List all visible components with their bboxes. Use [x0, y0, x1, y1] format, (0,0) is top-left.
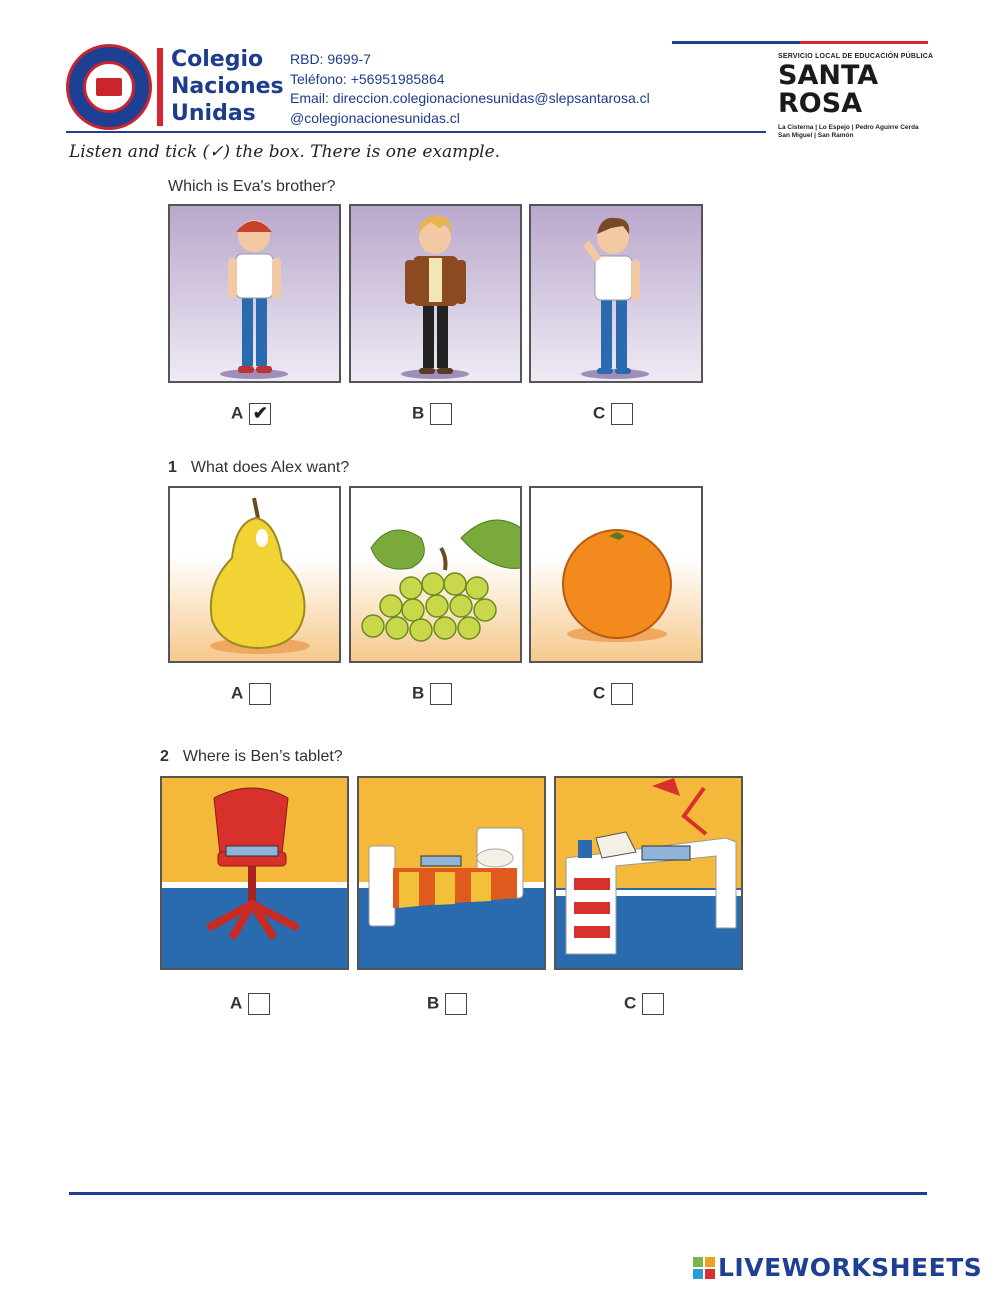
option-letter: A — [231, 403, 244, 423]
option-picture-tablet-on-bed[interactable] — [357, 776, 546, 970]
option-letter: B — [427, 993, 440, 1013]
slep-communes — [778, 124, 919, 140]
question-number: 2 — [160, 748, 169, 765]
slep-title-line-2: ROSA — [778, 88, 863, 119]
option-1-b — [412, 683, 452, 705]
bed-tablet-illustration — [359, 778, 544, 968]
tick-box[interactable] — [611, 403, 633, 425]
option-example-c — [593, 403, 633, 425]
desk-tablet-illustration — [556, 778, 741, 968]
liveworksheets-icon — [693, 1257, 715, 1279]
option-example-b — [412, 403, 452, 425]
option-1-c — [593, 683, 633, 705]
slep-communes-line-1: La Cisterna | Lo Espejo | Pedro Aguirre Cerda — [778, 124, 919, 131]
option-picture-boy-brown-jacket[interactable] — [349, 204, 522, 383]
slep-communes-line-2: San Miguel | San Ramón — [778, 132, 854, 139]
question-prompt-text: Where is Ben’s tablet? — [182, 748, 343, 765]
orange-illustration — [531, 488, 701, 661]
grapes-illustration — [351, 488, 520, 661]
option-example-a — [231, 403, 271, 425]
question-example-prompt — [168, 178, 336, 196]
slep-logo-title — [778, 62, 878, 118]
instruction-text: Listen and tick (✓) the box. There is one example. — [69, 142, 501, 162]
rbd-text: RBD: 9699-7 — [290, 51, 371, 67]
option-1-a — [231, 683, 271, 705]
option-picture-tablet-on-desk[interactable] — [554, 776, 743, 970]
school-name-line-1: Colegio — [171, 47, 264, 72]
option-letter: B — [412, 403, 425, 423]
option-picture-pear[interactable] — [168, 486, 341, 663]
option-picture-grapes[interactable] — [349, 486, 522, 663]
social-text: @colegionacionesunidas.cl — [290, 109, 460, 126]
tick-box[interactable] — [430, 683, 452, 705]
option-letter: C — [593, 403, 606, 423]
boy-brown-jacket-illustration — [351, 206, 520, 381]
tick-box[interactable] — [642, 993, 664, 1015]
header-divider — [66, 131, 766, 133]
tick-box[interactable] — [430, 403, 452, 425]
question-1-prompt — [168, 459, 349, 477]
contact-block — [290, 50, 650, 128]
liveworksheets-brand: LIVEWORKSHEETS — [718, 1253, 983, 1282]
school-name — [171, 46, 284, 127]
option-letter: B — [412, 683, 425, 703]
question-prompt-text: Which is Eva's brother? — [168, 178, 336, 195]
tick-box[interactable] — [249, 683, 271, 705]
option-picture-tablet-on-chair[interactable] — [160, 776, 349, 970]
slep-top-line — [672, 41, 928, 44]
footer-divider — [69, 1192, 927, 1195]
slep-title-line-1: SANTA — [778, 60, 879, 91]
logo-divider — [157, 48, 163, 126]
tick-box[interactable] — [445, 993, 467, 1015]
option-picture-boy-red-cap[interactable] — [168, 204, 341, 383]
question-number: 1 — [168, 459, 177, 476]
chair-tablet-illustration — [162, 778, 347, 968]
question-prompt-text: What does Alex want? — [190, 459, 350, 476]
school-name-line-3: Unidas — [171, 101, 256, 126]
option-letter: C — [593, 683, 606, 703]
school-name-line-2: Naciones — [171, 74, 284, 99]
option-picture-boy-waving[interactable] — [529, 204, 703, 383]
option-letter: A — [231, 683, 244, 703]
option-2-c — [624, 993, 664, 1015]
boy-waving-illustration — [531, 206, 701, 381]
option-2-a — [230, 993, 270, 1015]
school-seal-logo — [66, 44, 152, 130]
pear-illustration — [170, 488, 339, 661]
tick-box[interactable] — [248, 993, 270, 1015]
liveworksheets-logo — [693, 1253, 982, 1282]
boy-red-cap-illustration — [170, 206, 339, 381]
option-2-b — [427, 993, 467, 1015]
slep-subtitle: SERVICIO LOCAL DE EDUCACIÓN PÚBLICA — [778, 53, 934, 60]
phone-text: Teléfono: +56951985864 — [290, 70, 445, 87]
tick-box-checked[interactable]: ✔ — [249, 403, 271, 425]
option-letter: A — [230, 993, 243, 1013]
question-2-prompt — [160, 748, 343, 766]
option-letter: C — [624, 993, 637, 1013]
option-picture-orange[interactable] — [529, 486, 703, 663]
email-text: Email: direccion.colegionacionesunidas@slepsantarosa.cl — [290, 90, 650, 107]
tick-box[interactable] — [611, 683, 633, 705]
